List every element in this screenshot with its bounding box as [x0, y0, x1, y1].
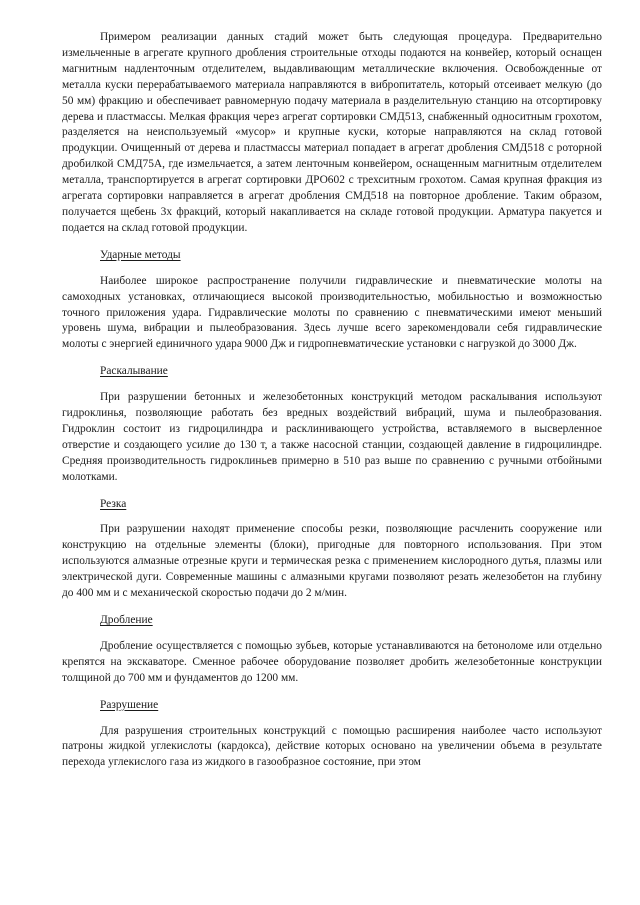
paragraph-impact-methods: Наиболее широкое распространение получили гидравлические и пневматические молоты на самоходных установках, отличающиеся высокой производительностью, мобильностью и возможностью точного приложения удара. Гидравлические молоты по сравнению с пневматическими имеют меньший уровень шума, вибрации и пылеобразования. Здесь лучше всего зарекомендовали себя гидравлические молоты с энергией единичного удара 9000 Дж и гидропневматические установки с нагрузкой до 3000 Дж. [62, 274, 602, 351]
heading-impact-methods: Ударные методы [100, 248, 181, 261]
heading-crushing: Дробление [100, 614, 153, 626]
paragraph-cutting: При разрушении находят применение способы резки, позволяющие расчленить сооружение или конструкцию на отдельные элементы (блоки), пригодные для повторного использования. При этом используются алмазные отрезные круги и термическая резка с применением кислородного дутья, плазмы или электрической дуги. Современные машины с алмазными кругами позволяют резать железобетон на глубину до 400 мм и с механической скоростью подачи до 2 м/мин. [62, 523, 602, 600]
paragraph-destruction: Для разрушения строительных конструкций с помощью расширения наиболее часто используют патроны жидкой углекислоты (кардокса), действие которых основано на увеличении объема в результате перехода углекислого газа из жидкого в газообразное состояние, при этом [62, 724, 602, 769]
intro-paragraph: Примером реализации данных стадий может быть следующая процедура. Предварительно измельченные в агрегате крупного дробления строительные отходы подаются на конвейер, который оснащен магнитным надленточным отделителем, выдавливающим металлические включения. Освобожденные от металла куски перерабатываемого материала направляются в вибропитатель, который отсеивает мелкую (до 50 мм) фракцию и обеспечивает равномерную подачу материала в разделительную станцию на отсортировку дерева и пластмассы. Мелкая фракция через агрегат сортировки СМД513, снабженный односитным грохотом, разделяется на неиспользуемый «мусор» и крупные куски, которые направляются на склад готовой продукции. Очищенный от дерева и пластмассы материал попадает в агрегат дробления СМД518 с роторной дробилкой СМД75А, где измельчается, а затем ленточным конвейером, оснащенным магнитным отделителем металла, транспортируется в агрегат сортировки ДРО602 с трехситным грохотом. Самая крупная фракция из агрегата сортировки направляется в агрегат дробления СМД518 на повторное дробление. Таким образом, получается щебень 3х фракций, который накапливается на складе готовой продукции. Арматура пакуется и подается на склад готовой продукции. [62, 31, 602, 234]
heading-cutting: Резка [100, 497, 127, 510]
heading-splitting: Раскалывание [100, 365, 168, 378]
paragraph-crushing: Дробление осуществляется с помощью зубьев, которые устанавливаются на бетоноломе или отдельно крепятся на экскаваторе. Сменное рабочее оборудование позволяет дробить железобетонные конструкции толщиной до 700 мм и фундаментов до 1200 мм. [62, 639, 602, 684]
document-page [62, 30, 602, 771]
heading-destruction: Разрушение [100, 698, 159, 711]
paragraph-splitting: При разрушении бетонных и железобетонных конструкций методом раскалывания используют гидроклинья, позволяющие работать без вредных воздействий вибраций, шума и пылеобразования. Гидроклин состоит из гидроцилиндра и расклинивающего устройства, вставляемого в высверленное отверстие и создающего усилие до 130 т, а также насосной станции, создающей давление в гидроцилиндре. Средняя производительность гидроклиньев примерно в 510 раз выше по сравнению с ручными отбойными молотками. [62, 391, 602, 483]
